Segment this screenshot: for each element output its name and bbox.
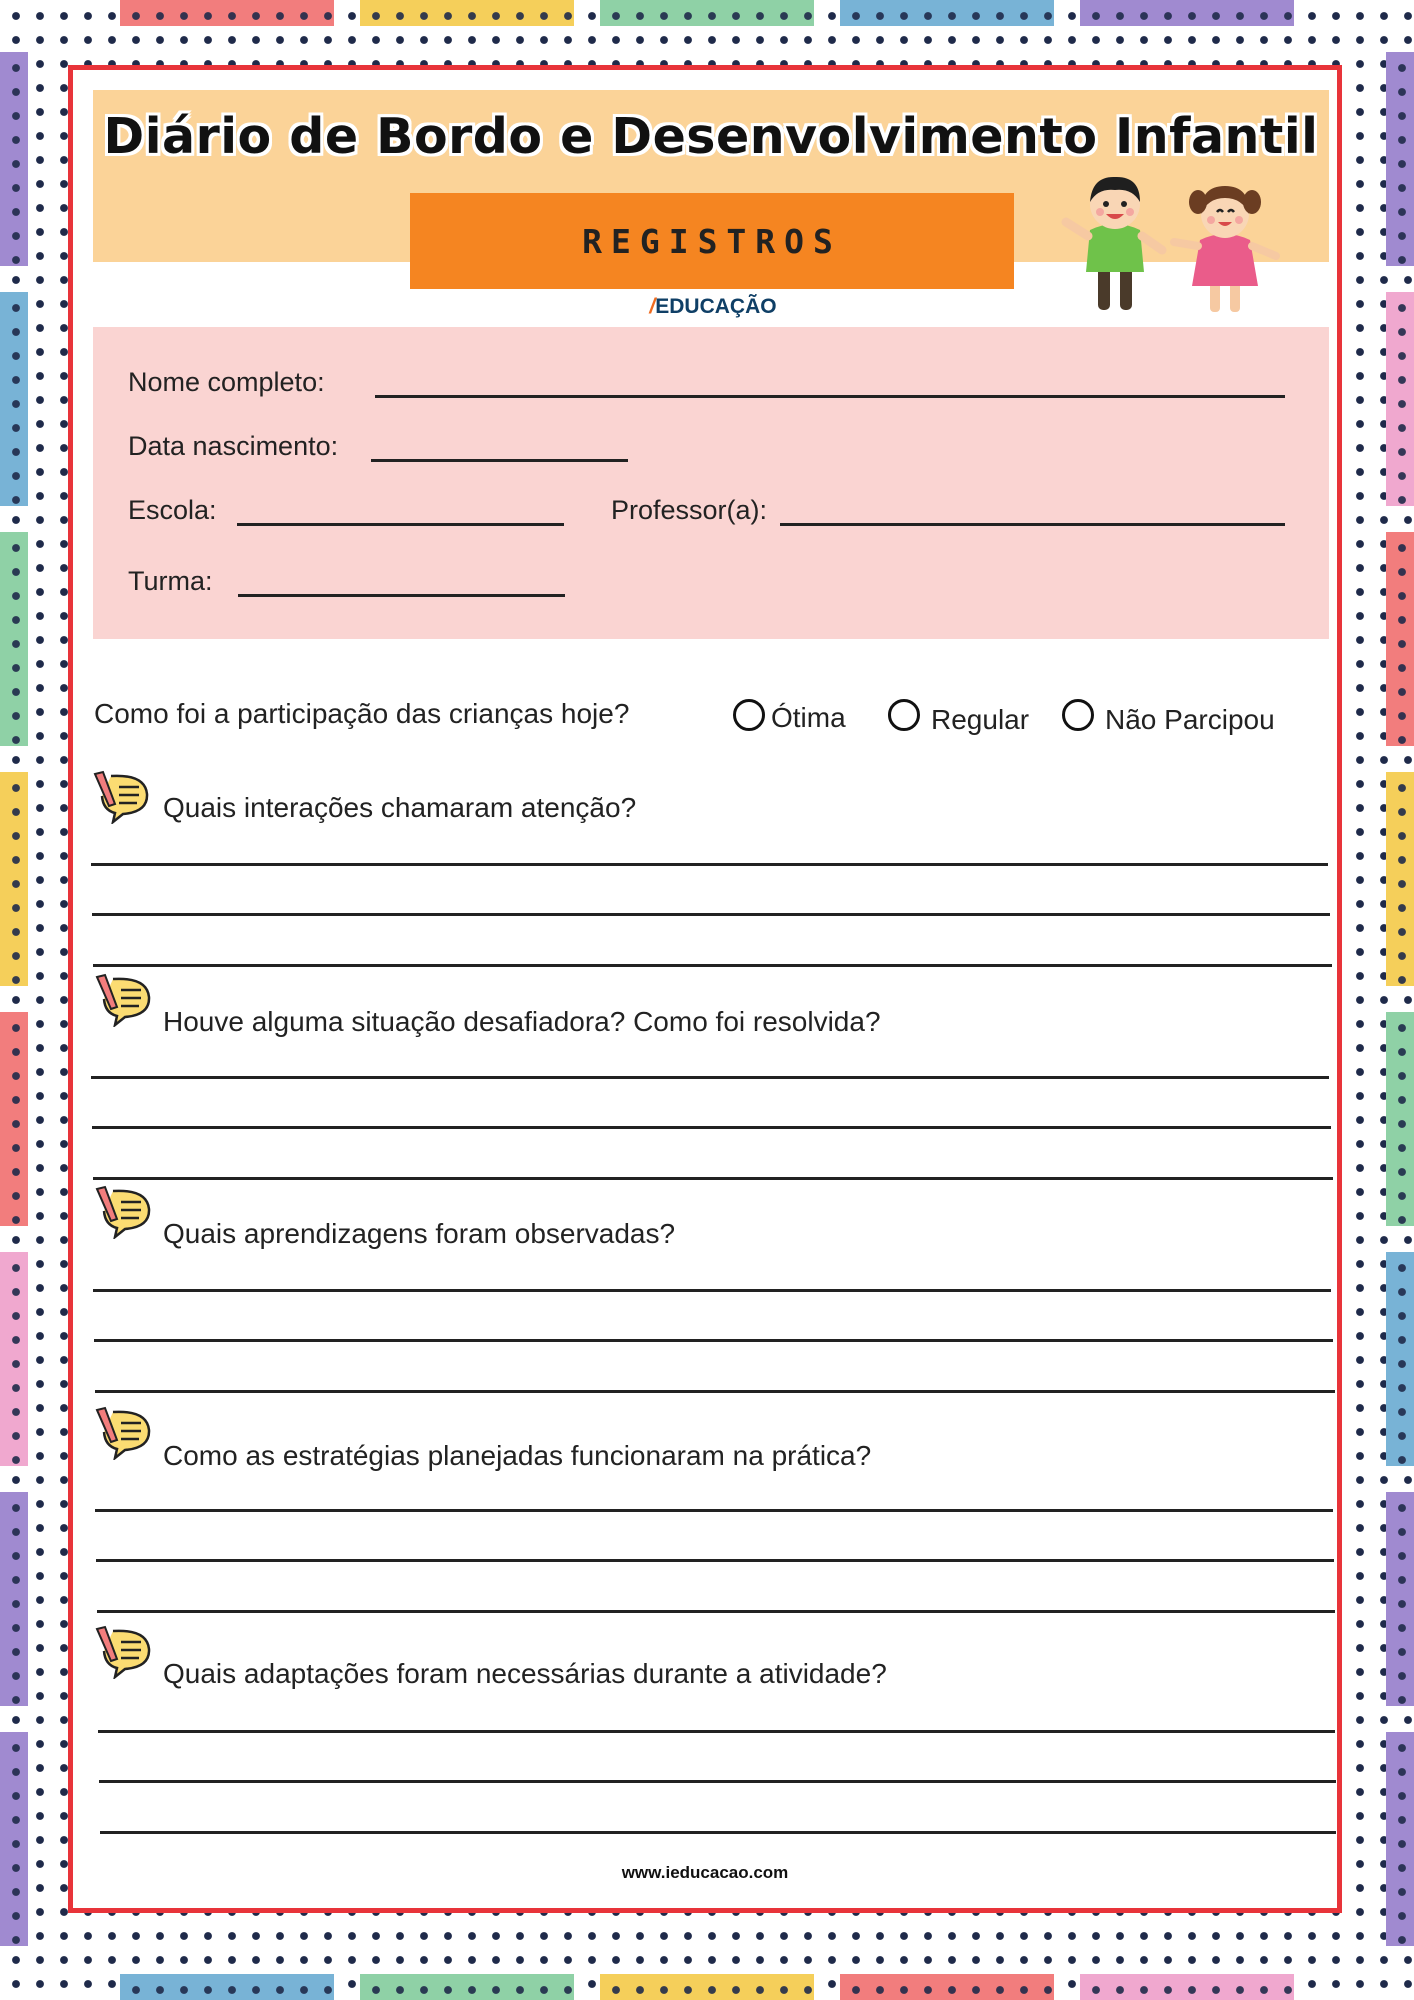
- decor-tape: [0, 52, 28, 266]
- answer-line[interactable]: [96, 1559, 1334, 1562]
- note-bubble-icon: [95, 1406, 153, 1460]
- decor-tape: [1386, 292, 1414, 506]
- decor-tape: [1386, 772, 1414, 986]
- brand-text: EDUCAÇÃO: [655, 295, 777, 318]
- kids-illustration: [1058, 170, 1298, 320]
- name-label: Nome completo:: [128, 367, 325, 397]
- question-5: Quais adaptações foram necessárias durante a atividade?: [163, 1658, 887, 1689]
- answer-line[interactable]: [97, 1610, 1335, 1613]
- decor-tape: [360, 0, 574, 26]
- answer-line[interactable]: [92, 1126, 1331, 1129]
- option-regular: Regular: [931, 704, 1030, 735]
- decor-tape: [1386, 1732, 1414, 1946]
- answer-line[interactable]: [95, 1390, 1335, 1393]
- decor-tape: [0, 1732, 28, 1946]
- teacher-label: Professor(a):: [611, 495, 768, 525]
- answer-line[interactable]: [92, 913, 1330, 916]
- note-bubble-icon: [93, 770, 151, 824]
- decor-tape: [0, 292, 28, 506]
- question-2: Houve alguma situação desafiadora? Como foi resolvida?: [163, 1006, 881, 1037]
- decor-tape: [600, 0, 814, 26]
- birth-date-label: Data nascimento:: [128, 431, 339, 461]
- radio-otima[interactable]: [733, 699, 765, 731]
- brand-logo: [633, 295, 793, 319]
- decor-tape: [600, 1974, 814, 2000]
- decor-tape: [1386, 52, 1414, 266]
- decor-tape: [0, 532, 28, 746]
- answer-line[interactable]: [94, 1339, 1333, 1342]
- decor-tape: [1386, 1012, 1414, 1226]
- decor-tape: [1080, 0, 1294, 26]
- footer-url: www.ieducacao.com: [621, 1863, 789, 1882]
- decor-tape: [0, 1492, 28, 1706]
- birth-date-field[interactable]: [371, 459, 628, 462]
- answer-line[interactable]: [93, 1177, 1333, 1180]
- decor-tape: [840, 1974, 1054, 2000]
- question-1: Quais interações chamaram atenção?: [163, 792, 637, 823]
- decor-tape: [840, 0, 1054, 26]
- worksheet: [68, 65, 1342, 1913]
- note-bubble-icon: [95, 1625, 153, 1679]
- option-nao-participou: Não Parcipou: [1105, 704, 1275, 735]
- decor-tape: [120, 1974, 334, 2000]
- boy-figure: [1066, 177, 1162, 310]
- decor-tape: [1386, 1252, 1414, 1466]
- decor-tape: [0, 1012, 28, 1226]
- answer-line[interactable]: [91, 1076, 1329, 1079]
- participation-question: Como foi a participação das crianças hoje?: [94, 698, 630, 729]
- teacher-field[interactable]: [780, 523, 1285, 526]
- decor-tape: [1080, 1974, 1294, 2000]
- answer-line[interactable]: [93, 1289, 1331, 1292]
- decor-tape: [0, 772, 28, 986]
- answer-line[interactable]: [91, 863, 1328, 866]
- decor-tape: [360, 1974, 574, 2000]
- decor-tape: [1386, 1492, 1414, 1706]
- note-bubble-icon: [95, 1185, 153, 1239]
- answer-line[interactable]: [100, 1831, 1336, 1834]
- question-3: Quais aprendizagens foram observadas?: [163, 1218, 676, 1249]
- brand-mark-icon: /: [649, 295, 656, 318]
- class-label: Turma:: [128, 566, 213, 596]
- option-otima: Ótima: [771, 702, 846, 733]
- decor-tape: [120, 0, 334, 26]
- decor-tape: [1386, 532, 1414, 746]
- registros-banner: REGISTROS: [410, 193, 1014, 289]
- page-title: Diário de Bordo e Desenvolvimento Infantil: [103, 108, 1319, 165]
- girl-figure: [1174, 186, 1276, 312]
- school-field[interactable]: [237, 523, 564, 526]
- question-4: Como as estratégias planejadas funcionaram na prática?: [163, 1440, 872, 1471]
- answer-line[interactable]: [95, 1509, 1333, 1512]
- decor-tape: [0, 1252, 28, 1466]
- answer-line[interactable]: [99, 1780, 1336, 1783]
- school-label: Escola:: [128, 495, 217, 525]
- class-field[interactable]: [238, 594, 565, 597]
- note-bubble-icon: [95, 973, 153, 1027]
- radio-regular[interactable]: [888, 699, 920, 731]
- name-field[interactable]: [375, 395, 1285, 398]
- answer-line[interactable]: [93, 964, 1332, 967]
- answer-line[interactable]: [98, 1730, 1335, 1733]
- radio-nao-participou[interactable]: [1062, 699, 1094, 731]
